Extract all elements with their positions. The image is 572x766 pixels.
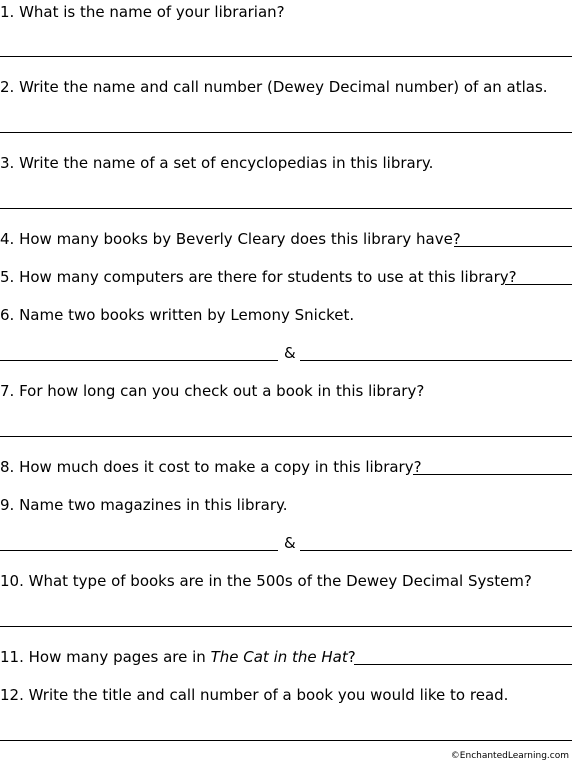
- question-7: 7. For how long can you check out a book in this library?: [0, 382, 425, 400]
- question-8: 8. How much does it cost to make a copy in this library?: [0, 458, 422, 476]
- question-11-book-title: The Cat in the Hat: [210, 648, 348, 666]
- answer-line-8[interactable]: [413, 474, 572, 475]
- question-6: 6. Name two books written by Lemony Snicket.: [0, 306, 355, 324]
- answer-line-10[interactable]: [0, 626, 572, 627]
- question-4: 4. How many books by Beverly Cleary does this library have?: [0, 230, 461, 248]
- question-12: 12. Write the title and call number of a book you would like to read.: [0, 686, 509, 704]
- question-11: [0, 648, 356, 666]
- answer-line-1[interactable]: [0, 56, 572, 57]
- ampersand-9: &: [284, 534, 296, 552]
- question-2: 2. Write the name and call number (Dewey Decimal number) of an atlas.: [0, 78, 548, 96]
- answer-line-6b[interactable]: [300, 360, 572, 361]
- ampersand-6: &: [284, 344, 296, 362]
- answer-line-11[interactable]: [354, 664, 572, 665]
- question-5: 5. How many computers are there for students to use at this library?: [0, 268, 517, 286]
- question-10: 10. What type of books are in the 500s of the Dewey Decimal System?: [0, 572, 532, 590]
- answer-line-4[interactable]: [454, 246, 572, 247]
- answer-line-12[interactable]: [0, 740, 572, 741]
- answer-line-3[interactable]: [0, 208, 572, 209]
- question-9: 9. Name two magazines in this library.: [0, 496, 288, 514]
- answer-line-9a[interactable]: [0, 550, 278, 551]
- question-3: 3. Write the name of a set of encyclopedias in this library.: [0, 154, 434, 172]
- answer-line-7[interactable]: [0, 436, 572, 437]
- copyright-credit: ©EnchantedLearning.com: [450, 751, 569, 761]
- question-11-prefix: 11. How many pages are in: [0, 648, 211, 666]
- answer-line-9b[interactable]: [300, 550, 572, 551]
- answer-line-6a[interactable]: [0, 360, 278, 361]
- answer-line-5[interactable]: [505, 284, 572, 285]
- answer-line-2[interactable]: [0, 132, 572, 133]
- question-1: 1. What is the name of your librarian?: [0, 3, 285, 21]
- question-11-suffix: ?: [347, 648, 356, 666]
